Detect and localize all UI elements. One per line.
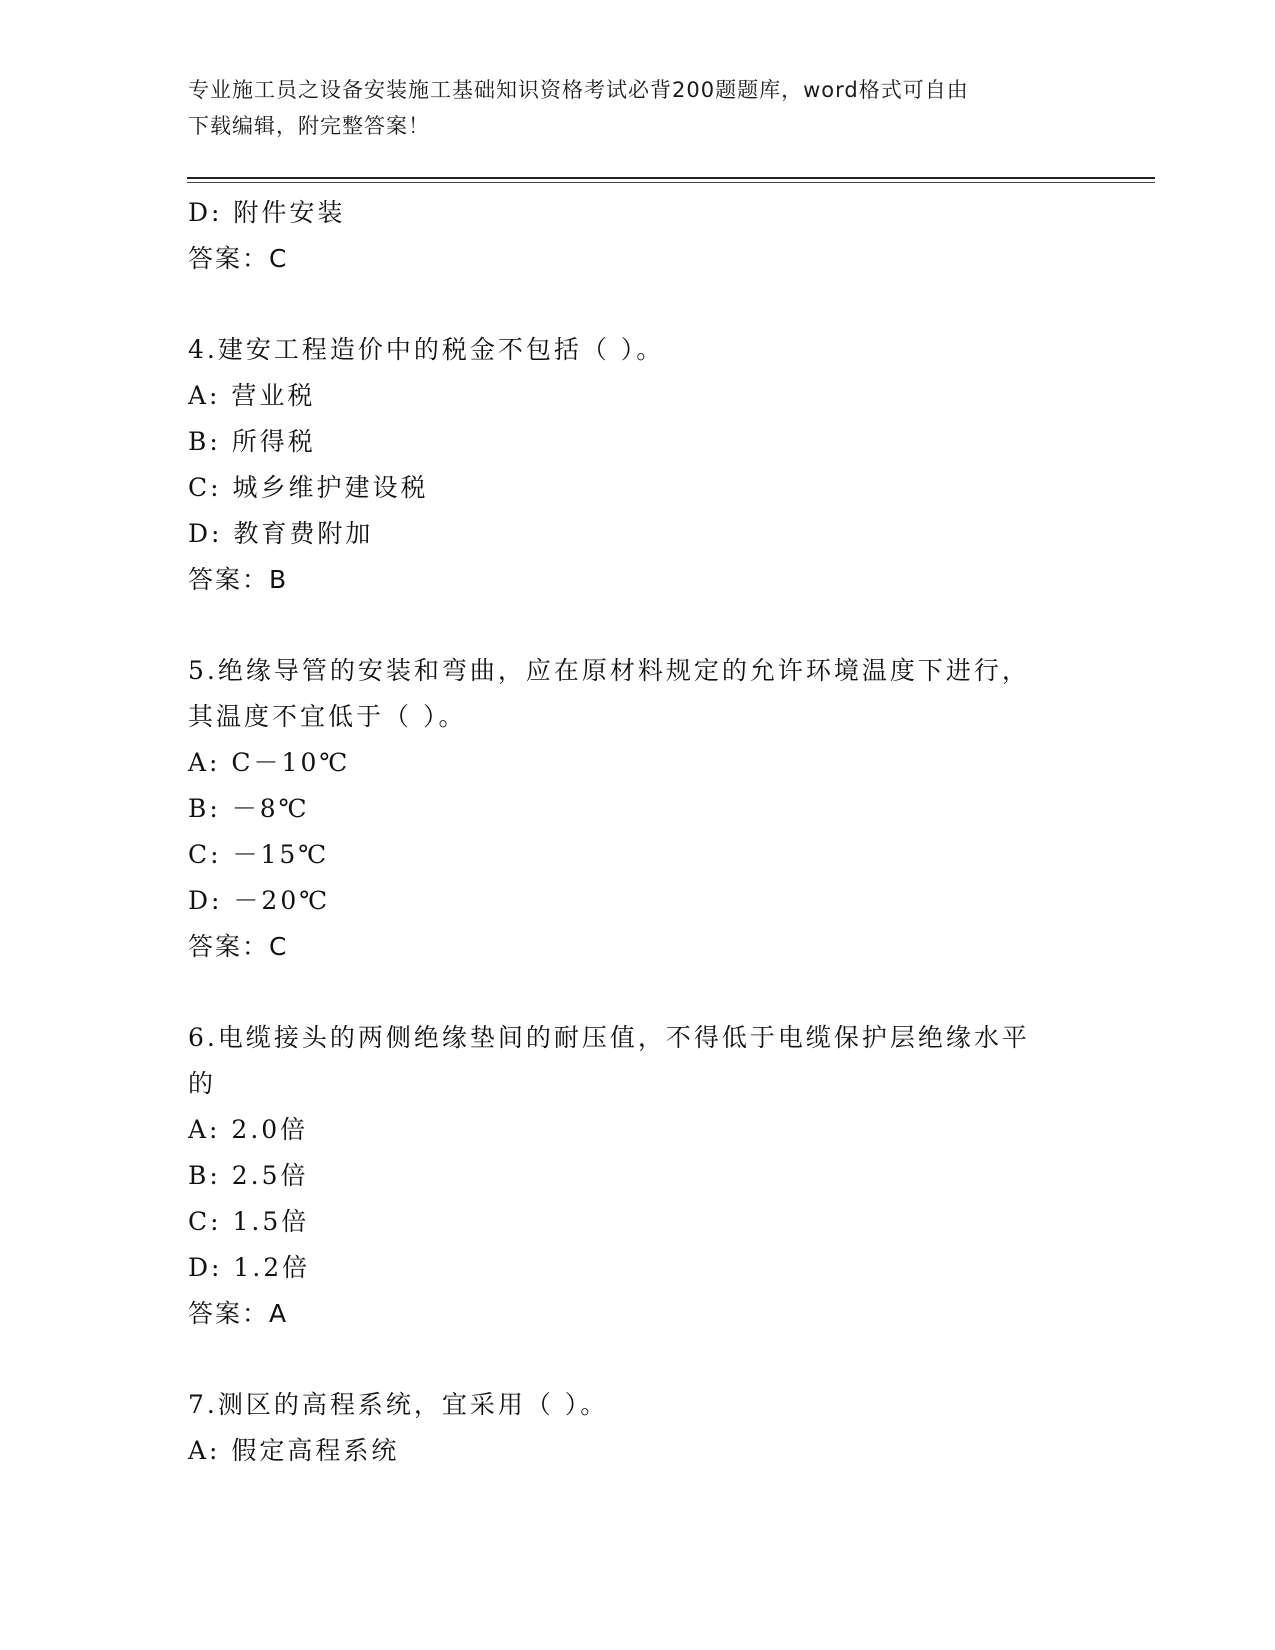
answer-line: 答案：A [188,1299,289,1328]
answer-line: 答案：B [188,565,289,594]
question-text: 7.测区的高程系统，宜采用（ ）。 [188,1390,609,1419]
question-text: 6.电缆接头的两侧绝缘垫间的耐压值，不得低于电缆保护层绝缘水平 [188,1023,1030,1052]
question-text: 的 [188,1069,217,1098]
question-spacer [188,282,1088,327]
option-line: C: －15℃ [188,840,330,869]
option-line: D: 附件安装 [188,198,346,227]
header-title-line-2: 下载编辑，附完整答案！ [188,114,430,138]
option-line: A: C－10℃ [188,748,351,777]
option-line: A: 假定高程系统 [188,1436,400,1465]
question-text: 其温度不宜低于（ ）。 [188,702,467,731]
option-line: C: 1.5倍 [188,1207,310,1236]
option-line: D: －20℃ [188,886,331,915]
question-spacer [188,1337,1088,1382]
option-line: C: 城乡维护建设税 [188,473,429,502]
answer-line: 答案：C [188,244,289,273]
question-spacer [188,970,1088,1015]
header-divider [187,177,1155,181]
header-title-line-1: 专业施工员之设备安装施工基础知识资格考试必背200题题库，word格式可自由 [188,78,969,102]
question-text: 5.绝缘导管的安装和弯曲，应在原材料规定的允许环境温度下进行， [188,656,1030,685]
option-line: D: 1.2倍 [188,1253,311,1282]
option-line: B: 所得税 [188,427,316,456]
option-line: A: 2.0倍 [188,1115,309,1144]
header-divider-thin [187,182,1155,184]
answer-line: 答案：C [188,932,289,961]
option-line: D: 教育费附加 [188,519,374,548]
option-line: A: 营业税 [188,381,316,410]
question-list [188,190,1088,1474]
document-header [188,72,1088,144]
question-text: 4.建安工程造价中的税金不包括（ ）。 [188,335,665,364]
option-line: B: 2.5倍 [188,1161,309,1190]
option-line: B: －8℃ [188,794,310,823]
question-spacer [188,603,1088,648]
